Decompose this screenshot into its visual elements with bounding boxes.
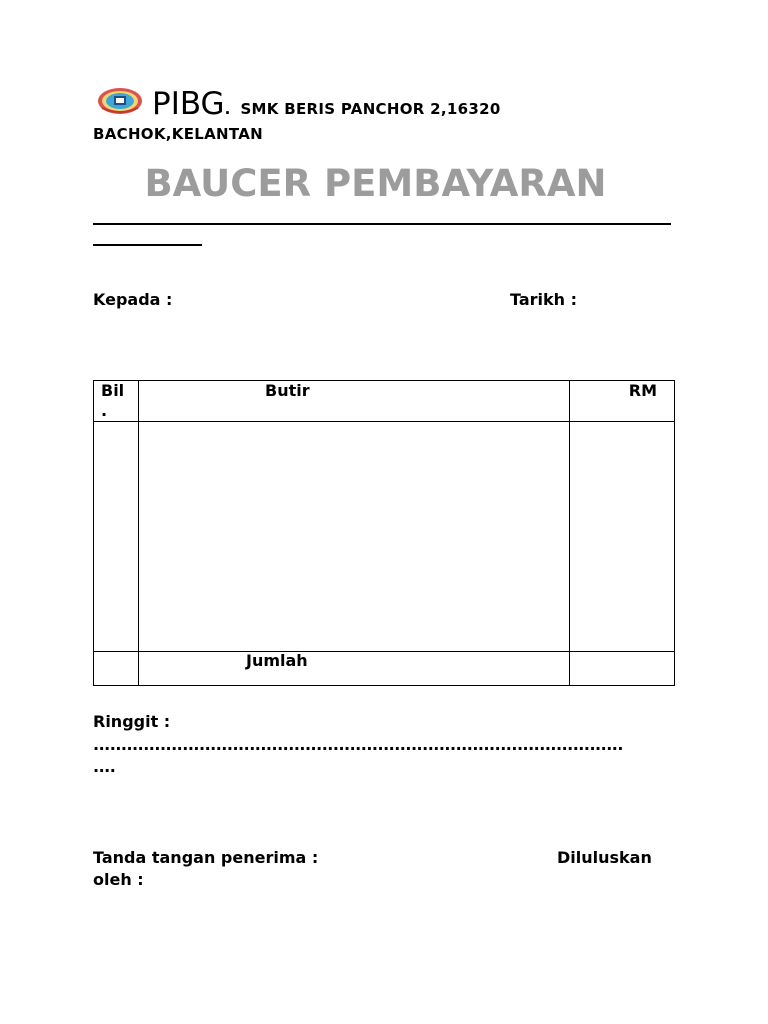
kepada-label: Kepada : [93,290,173,309]
ringgit-label: Ringgit : [93,712,171,731]
rm-cell [570,422,675,652]
total-rm-cell [570,651,675,685]
header-line-1 [152,86,501,127]
penerima-signature-label: Tanda tangan penerima : [93,848,319,867]
oleh-label: oleh : [93,870,144,889]
total-label-cell [139,651,570,685]
table-header-row [94,381,675,422]
jumlah-label: Jumlah [246,650,308,670]
total-bil-cell [94,651,139,685]
butir-cell [139,422,570,652]
table-total-row [94,651,675,685]
bil-header-dot: . [101,401,108,420]
document-title: BAUCER PEMBAYARAN [144,162,607,205]
ringgit-dots-tail: .... [93,757,116,776]
ringgit-amount-line [93,734,673,778]
pibg-label: PIBG [152,86,225,122]
divider-rule-short [93,244,202,246]
header-cell-rm [570,381,675,422]
tarikh-label: Tarikh : [510,290,578,309]
header-cell-bil [94,381,139,422]
divider-rule [93,223,671,225]
table-body-row [94,422,675,652]
bil-header: Bil [101,381,125,400]
pibg-dot: . [224,100,231,118]
school-address-line-1: SMK BERIS PANCHOR 2,16320 [240,100,501,118]
school-crest-logo [96,86,144,116]
school-address-line-2: BACHOK,KELANTAN [93,125,263,143]
ringgit-dots: ............................................................................................... [93,735,623,754]
bil-cell [94,422,139,652]
header-cell-butir [139,381,570,422]
items-table [93,380,675,686]
rm-header: RM [628,381,657,400]
butir-header: Butir [265,381,310,400]
diluluskan-label: Diluluskan [557,848,652,867]
